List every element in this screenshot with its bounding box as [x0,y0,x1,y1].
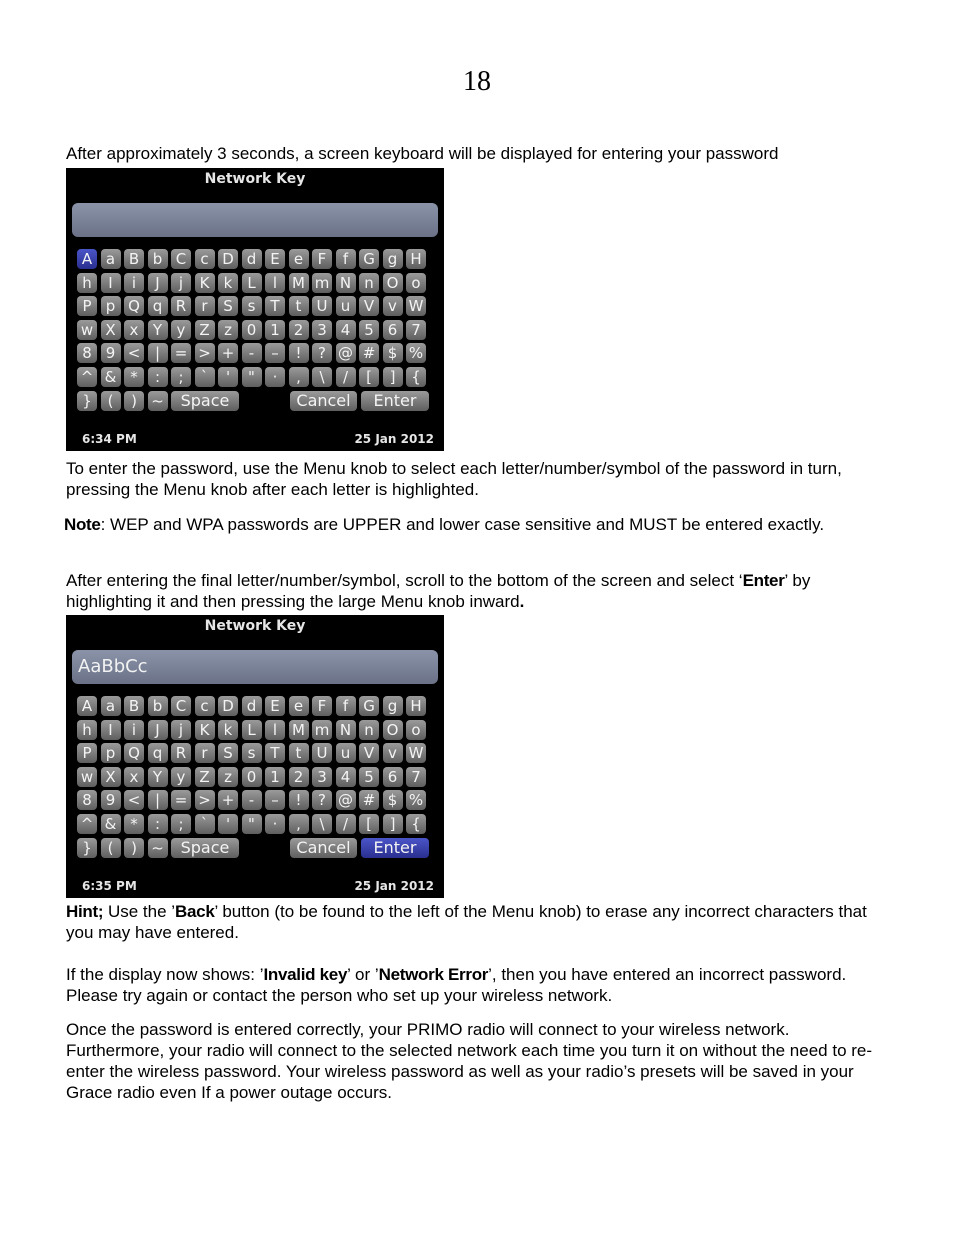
key[interactable]: S [218,743,238,763]
key[interactable]: + [218,343,238,363]
key[interactable]: z [218,320,238,340]
key[interactable]: N [336,273,356,293]
clock-date: 25 Jan 2012 [354,879,434,893]
text-span: ’ or ’ [347,965,379,984]
key[interactable]: Y [148,320,168,340]
key[interactable]: ( [101,838,121,858]
space-key[interactable]: Space [171,838,239,858]
key[interactable]: D [218,696,238,716]
key[interactable]: ` [195,814,215,834]
key[interactable]: $ [383,343,403,363]
key[interactable]: j [171,720,191,740]
key[interactable]: D [218,249,238,269]
key[interactable]: q [148,296,168,316]
key[interactable]: ! [289,790,309,810]
key[interactable]: 9 [101,343,121,363]
key[interactable]: > [195,343,215,363]
key[interactable]: ? [312,790,332,810]
key[interactable]: z [218,767,238,787]
key[interactable]: 5 [359,320,379,340]
key[interactable]: p [101,743,121,763]
key[interactable]: 6 [383,767,403,787]
key[interactable]: u [336,296,356,316]
key[interactable]: ` [195,367,215,387]
key[interactable]: $ [383,790,403,810]
key[interactable]: g [383,696,403,716]
key[interactable]: * [124,367,144,387]
space-key[interactable]: Space [171,391,239,411]
hint-paragraph [66,901,896,943]
period: . [519,592,525,611]
key[interactable]: ; [171,814,191,834]
key[interactable]: u [336,743,356,763]
key[interactable]: a [101,696,121,716]
key[interactable]: ? [312,343,332,363]
key[interactable]: F [312,696,332,716]
enter-key[interactable]: Enter [361,838,429,858]
key[interactable]: c [195,249,215,269]
key[interactable]: r [195,296,215,316]
key[interactable]: 8 [77,790,97,810]
key[interactable]: [ [359,367,379,387]
key[interactable]: e [289,696,309,716]
key[interactable]: P [77,743,97,763]
key[interactable]: * [124,814,144,834]
key[interactable]: + [218,790,238,810]
key[interactable]: R [171,296,191,316]
key[interactable]: b [148,249,168,269]
text-span: ’ button (to be found to the left of the Menu knob) to erase any incorrect characters that you may have entered. [66,902,867,942]
intro-paragraph: After approximately 3 seconds, a screen keyboard will be displayed for entering your password [66,144,779,163]
instruction-paragraph: To enter the password, use the Menu knob to select each letter/number/symbol of the password in turn, pressing the Menu knob after each letter is highlighted. [66,459,842,499]
key[interactable]: B [124,249,144,269]
key[interactable]: Q [124,743,144,763]
key[interactable]: o [406,720,426,740]
password-entry-field[interactable] [72,203,438,237]
key[interactable]: A [77,249,97,269]
key[interactable]: I [101,720,121,740]
key[interactable]: @ [336,343,356,363]
key[interactable]: E [265,249,285,269]
key[interactable]: ~ [148,838,168,858]
key[interactable]: G [359,249,379,269]
page-number: 18 [463,66,491,97]
key[interactable]: 3 [312,767,332,787]
key[interactable]: R [171,743,191,763]
key[interactable]: x [124,767,144,787]
key[interactable]: x [124,320,144,340]
clock-time: 6:34 PM [82,432,137,446]
key[interactable]: h [77,273,97,293]
key[interactable]: P [77,296,97,316]
key[interactable]: M [289,720,309,740]
key[interactable]: Z [195,320,215,340]
key[interactable]: d [242,249,262,269]
key[interactable]: C [171,249,191,269]
key[interactable]: U [312,296,332,316]
key[interactable]: % [406,343,426,363]
enter-term: Enter [742,571,785,590]
key[interactable]: { [406,367,426,387]
key[interactable]: K [195,273,215,293]
key[interactable]: } [77,838,97,858]
key[interactable]: y [171,767,191,787]
key[interactable]: ^ [77,367,97,387]
key[interactable]: " [242,814,262,834]
key[interactable]: L [242,273,262,293]
key[interactable]: m [312,720,332,740]
key[interactable]: r [195,743,215,763]
key[interactable]: t [289,296,309,316]
key[interactable]: J [148,720,168,740]
clock-time: 6:35 PM [82,879,137,893]
note-text: : WEP and WPA passwords are UPPER and lower case sensitive and MUST be entered exactly. [100,515,825,534]
enter-key[interactable]: Enter [361,391,429,411]
key[interactable]: · [265,814,285,834]
key[interactable]: | [148,343,168,363]
key[interactable]: ) [124,391,144,411]
key[interactable]: i [124,273,144,293]
key[interactable]: c [195,696,215,716]
key[interactable]: @ [336,790,356,810]
key[interactable]: 9 [101,790,121,810]
key[interactable]: 2 [289,767,309,787]
key[interactable]: [ [359,814,379,834]
key[interactable]: 6 [383,320,403,340]
key[interactable]: ] [383,814,403,834]
key[interactable]: X [101,767,121,787]
key[interactable]: " [242,367,262,387]
key[interactable]: : [148,367,168,387]
key[interactable]: w [77,767,97,787]
key[interactable]: \ [312,367,332,387]
password-entry-field[interactable]: AaBbCc [72,650,438,684]
key[interactable]: / [336,814,356,834]
screen-title: Network Key [204,618,306,634]
key[interactable]: & [101,367,121,387]
text-span: After entering the final letter/number/symbol, scroll to the bottom of the screen and select ‘ [66,571,743,590]
key[interactable]: 8 [77,343,97,363]
key[interactable]: , [289,814,309,834]
closing-paragraph: Once the password is entered correctly, your PRIMO radio will connect to your wireless network. Furthermore, your radio will connect to the selected network each time you turn it on without the need to re-enter the wireless password. Your wireless password as well as your radio’s presets will be saved in your Grace radio even If a power outage occurs. [66,1020,873,1102]
error-paragraph [66,964,896,1006]
key[interactable]: j [171,273,191,293]
network-error-term: Network Error [378,965,489,984]
key[interactable]: ~ [148,391,168,411]
key[interactable]: 7 [406,320,426,340]
key[interactable]: : [148,814,168,834]
key[interactable]: = [171,343,191,363]
key[interactable]: ) [124,838,144,858]
key[interactable]: M [289,273,309,293]
key[interactable]: b [148,696,168,716]
key[interactable]: & [101,814,121,834]
key[interactable]: V [359,743,379,763]
text-span: Use the ’ [103,902,176,921]
key[interactable]: f [336,249,356,269]
network-key-screen-1 [66,168,444,451]
key[interactable]: # [359,343,379,363]
key[interactable]: y [171,320,191,340]
key[interactable]: F [312,249,332,269]
key[interactable]: L [242,720,262,740]
key[interactable]: O [383,273,403,293]
key[interactable]: A [77,696,97,716]
key[interactable]: p [101,296,121,316]
key[interactable]: 4 [336,767,356,787]
key[interactable]: X [101,320,121,340]
key[interactable]: v [383,296,403,316]
key[interactable]: J [148,273,168,293]
key[interactable]: - [242,343,262,363]
screen-title: Network Key [204,171,306,187]
key[interactable]: O [383,720,403,740]
key[interactable]: – [265,343,285,363]
key[interactable]: < [124,343,144,363]
key[interactable]: , [289,367,309,387]
key[interactable]: 1 [265,767,285,787]
network-key-screen-2 [66,615,444,898]
key[interactable]: Y [148,767,168,787]
key[interactable]: | [148,790,168,810]
key[interactable]: – [265,790,285,810]
key[interactable]: o [406,273,426,293]
key[interactable]: k [218,273,238,293]
key[interactable]: Z [195,767,215,787]
key[interactable]: e [289,249,309,269]
key[interactable]: n [359,720,379,740]
key[interactable]: Q [124,296,144,316]
key[interactable]: ] [383,367,403,387]
back-term: Back [175,902,215,921]
key[interactable]: ( [101,391,121,411]
key[interactable]: C [171,696,191,716]
key[interactable]: % [406,790,426,810]
key[interactable]: s [242,743,262,763]
key[interactable]: > [195,790,215,810]
key[interactable]: s [242,296,262,316]
cancel-key[interactable]: Cancel [290,838,357,858]
key[interactable]: = [171,790,191,810]
key[interactable]: d [242,696,262,716]
key[interactable]: 2 [289,320,309,340]
key[interactable]: 4 [336,320,356,340]
key[interactable]: 3 [312,320,332,340]
key[interactable]: w [77,320,97,340]
key[interactable]: ^ [77,814,97,834]
key[interactable]: g [383,249,403,269]
key[interactable]: ; [171,367,191,387]
key[interactable]: S [218,296,238,316]
key[interactable]: i [124,720,144,740]
key[interactable]: \ [312,814,332,834]
key[interactable]: h [77,720,97,740]
key[interactable]: a [101,249,121,269]
key[interactable]: m [312,273,332,293]
note-block [64,514,948,535]
key[interactable]: G [359,696,379,716]
key[interactable]: q [148,743,168,763]
key[interactable]: H [406,696,426,716]
key[interactable]: v [383,743,403,763]
key[interactable]: ! [289,343,309,363]
note-label: Note [64,515,101,534]
key[interactable]: t [289,743,309,763]
key[interactable]: l [265,273,285,293]
key[interactable]: 5 [359,767,379,787]
key[interactable]: k [218,720,238,740]
key[interactable]: T [265,743,285,763]
key[interactable]: ' [218,814,238,834]
invalid-key-term: Invalid key [263,965,348,984]
key[interactable]: H [406,249,426,269]
key[interactable]: N [336,720,356,740]
hint-label: Hint; [66,902,104,921]
key[interactable]: } [77,391,97,411]
key[interactable]: { [406,814,426,834]
key[interactable]: 0 [242,767,262,787]
key[interactable]: n [359,273,379,293]
text-span: ’, then you have entered an incorrect password. Please try again or contact the person who set up your wireless network. [66,965,847,1005]
key[interactable]: V [359,296,379,316]
key[interactable]: 7 [406,767,426,787]
clock-date: 25 Jan 2012 [354,432,434,446]
enter-instruction-paragraph [66,570,896,612]
key[interactable]: W [406,743,426,763]
key[interactable]: T [265,296,285,316]
key[interactable]: · [265,367,285,387]
key[interactable]: ' [218,367,238,387]
key[interactable]: - [242,790,262,810]
key[interactable]: W [406,296,426,316]
cancel-key[interactable]: Cancel [290,391,357,411]
key[interactable]: 1 [265,320,285,340]
key[interactable]: f [336,696,356,716]
key[interactable]: B [124,696,144,716]
text-span: ’ by highlighting it and then pressing the large Menu knob inward [66,571,811,611]
key[interactable]: E [265,696,285,716]
key[interactable]: # [359,790,379,810]
key[interactable]: / [336,367,356,387]
text-span: If the display now shows: ’ [66,965,264,984]
key[interactable]: < [124,790,144,810]
key[interactable]: l [265,720,285,740]
key[interactable]: U [312,743,332,763]
key[interactable]: 0 [242,320,262,340]
key[interactable]: I [101,273,121,293]
key[interactable]: K [195,720,215,740]
